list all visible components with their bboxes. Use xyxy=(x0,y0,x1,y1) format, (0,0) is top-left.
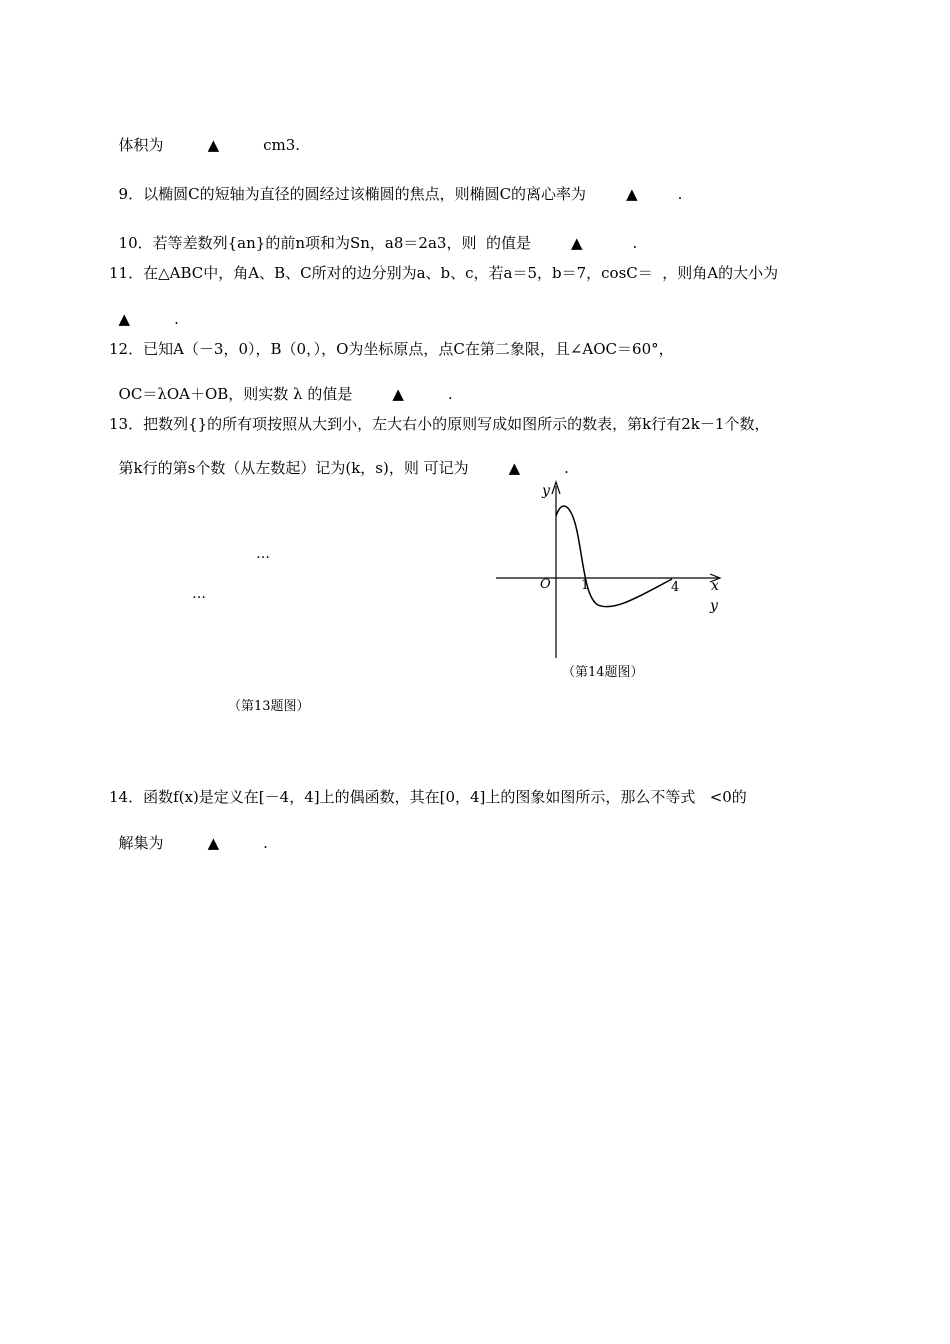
table-ellipsis: … xyxy=(192,586,207,602)
answer-blank-triangle-icon: ▲ xyxy=(508,459,521,477)
q9-line xyxy=(109,164,682,204)
q8-prefix: 体积为 xyxy=(118,136,164,154)
figure13-caption: （第13题图） xyxy=(228,699,310,714)
q8-line xyxy=(109,115,300,155)
q11-suffix: . xyxy=(174,310,179,328)
answer-blank-triangle-icon: ▲ xyxy=(207,136,220,154)
q9-suffix: . xyxy=(677,185,683,203)
q10-line xyxy=(109,213,637,253)
q10-suffix: . xyxy=(632,234,638,252)
answer-blank-triangle-icon: ▲ xyxy=(392,385,404,403)
function-curve xyxy=(556,506,672,607)
q11-line2 xyxy=(109,289,179,329)
tick-label-4: 4 xyxy=(671,580,680,595)
q14-line2 xyxy=(109,813,268,853)
answer-blank-triangle-icon: ▲ xyxy=(570,234,583,252)
table-ellipsis: … xyxy=(256,546,271,562)
q12-text: OC＝λOA＋OB，则实数 λ 的值是 xyxy=(118,385,353,403)
q14-suffix: . xyxy=(263,834,268,852)
origin-label: O xyxy=(540,577,551,592)
q12-line2 xyxy=(109,364,453,404)
tick-label-1: 1 xyxy=(581,578,590,593)
x-axis-label: x xyxy=(711,578,719,594)
q13-line2 xyxy=(109,438,569,478)
q8-suffix: cm3. xyxy=(263,136,301,154)
figure14-graph xyxy=(490,478,730,663)
answer-blank-triangle-icon: ▲ xyxy=(207,834,220,852)
q10-text: 10．若等差数列{an}的前n项和为Sn，a8＝2a3，则 的值是 xyxy=(118,234,531,252)
q11-line1: 11．在△ABC中，角A、B、C所对的边分别为a、b、c，若a＝5，b＝7，cosC＝ ，则角A的大小为 xyxy=(109,264,779,282)
q13-suffix: . xyxy=(564,459,569,477)
figure14-caption: （第14题图） xyxy=(562,665,644,680)
answer-blank-triangle-icon: ▲ xyxy=(626,185,638,203)
q13-line1: 13．把数列{}的所有项按照从大到小，左大右小的原则写成如图所示的数表，第k行有2k－1个数， xyxy=(109,415,770,433)
q13-text: 第k行的第s个数（从左数起）记为(k，s)，则 可记为 xyxy=(118,459,469,477)
q12-line1: 12．已知A（－3，0），B（0，），O为坐标原点，点C在第二象限，且∠AOC＝60°， xyxy=(109,340,674,358)
q14-line1: 14．函数f(x)是定义在[－4，4]上的偶函数，其在[0，4]上的图象如图所示，那么不等式 <0的 xyxy=(109,788,747,806)
answer-blank-triangle-icon: ▲ xyxy=(118,310,131,328)
q9-text: 9．以椭圆C的短轴为直径的圆经过该椭圆的焦点，则椭圆C的离心率为 xyxy=(118,185,587,203)
q14-text: 解集为 xyxy=(118,834,164,852)
y-axis-label: y xyxy=(542,483,550,499)
y-label-right: y xyxy=(710,598,718,614)
q12-suffix: . xyxy=(447,385,453,403)
